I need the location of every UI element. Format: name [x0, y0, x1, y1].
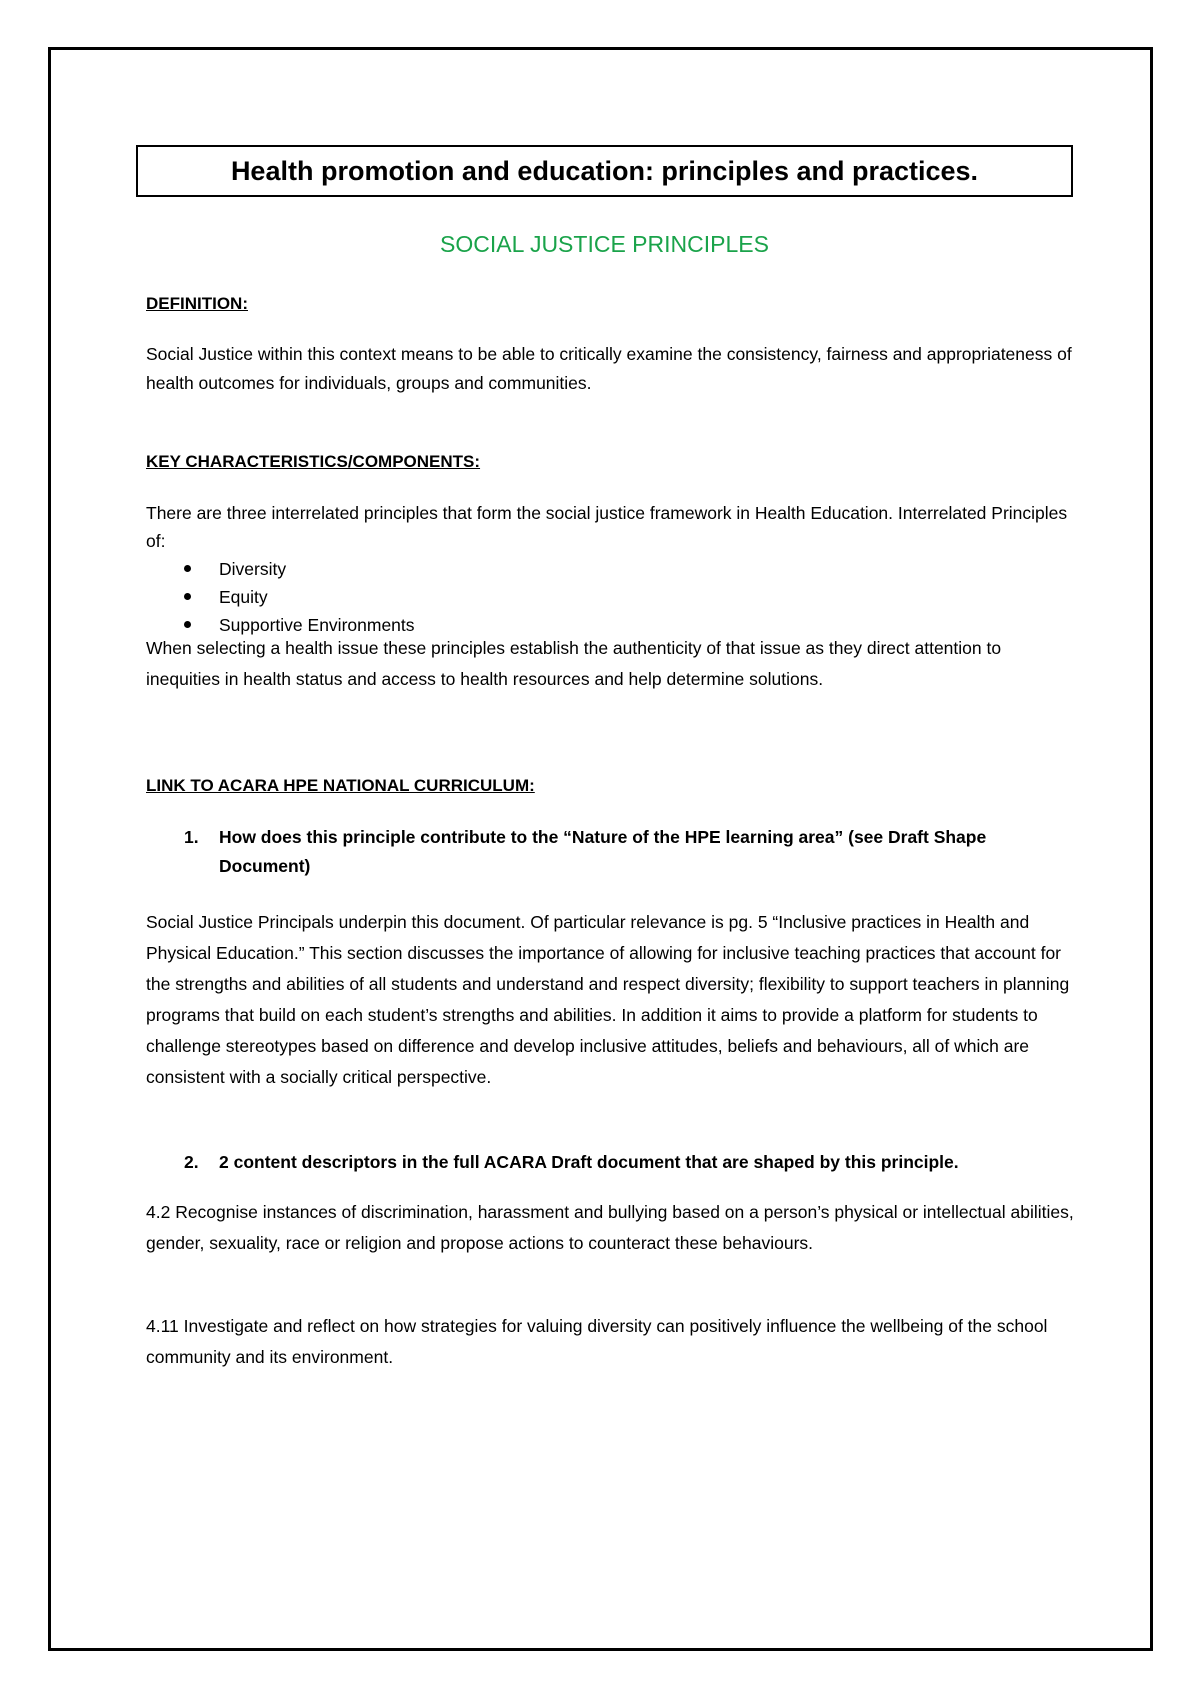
definition-heading: DEFINITION:: [146, 294, 248, 313]
section-subtitle: SOCIAL JUSTICE PRINCIPLES: [440, 231, 769, 257]
question-1-text: How does this principle contribute to the “Nature of the HPE learning area” (see Draft Shape Document): [219, 827, 987, 876]
question-2-text: 2 content descriptors in the full ACARA Draft document that are shaped by this principle.: [219, 1152, 959, 1172]
document-title: Health promotion and education: principles and practices.: [136, 145, 1073, 197]
link-heading: LINK TO ACARA HPE NATIONAL CURRICULUM:: [146, 776, 535, 795]
principles-list: [146, 555, 1076, 639]
content-descriptor-2: 4.11 Investigate and reflect on how strategies for valuing diversity can positively influence the wellbeing of the school community and its environment.: [146, 1316, 1048, 1367]
bullet-icon: [184, 593, 191, 600]
question-2-number: 2.: [184, 1152, 199, 1172]
key-characteristics-heading: KEY CHARACTERISTICS/COMPONENTS:: [146, 452, 481, 471]
key-characteristics-intro: There are three interrelated principles that form the social justice framework in Health Education. Interrelated Principles of:: [146, 503, 1068, 551]
list-item: Equity: [146, 583, 1076, 611]
question-1-number: 1.: [184, 827, 199, 847]
question-2: [146, 1148, 1076, 1177]
key-characteristics-closing: When selecting a health issue these principles establish the authenticity of that issue as they direct attention to inequities in health status and access to health resources and help determine solutions.: [146, 638, 1002, 689]
definition-text: Social Justice within this context means to be able to critically examine the consistency, fairness and appropriateness of health outcomes for individuals, groups and communities.: [146, 344, 1072, 393]
list-item: Supportive Environments: [146, 611, 1076, 639]
bullet-icon: [184, 565, 191, 572]
question-1-answer: Social Justice Principals underpin this document. Of particular relevance is pg. 5 “Inclusive practices in Health and Physical Education.” This section discusses the importance of allowing for inclusive teaching practices that account for the strengths and abilities of all students and understand and respect diversity; flexibility to support teachers in planning programs that build on each student’s strengths and abilities. In addition it aims to provide a platform for students to challenge stereotypes based on difference and develop inclusive attitudes, beliefs and behaviours, all of which are consistent with a socially critical perspective.: [146, 912, 1070, 1087]
bullet-icon: [184, 621, 191, 628]
list-item: Diversity: [146, 555, 1076, 583]
question-1: [146, 823, 1076, 881]
content-descriptor-1: 4.2 Recognise instances of discrimination, harassment and bullying based on a person’s physical or intellectual abilities, gender, sexuality, race or religion and propose actions to counteract these behaviours.: [146, 1202, 1074, 1253]
